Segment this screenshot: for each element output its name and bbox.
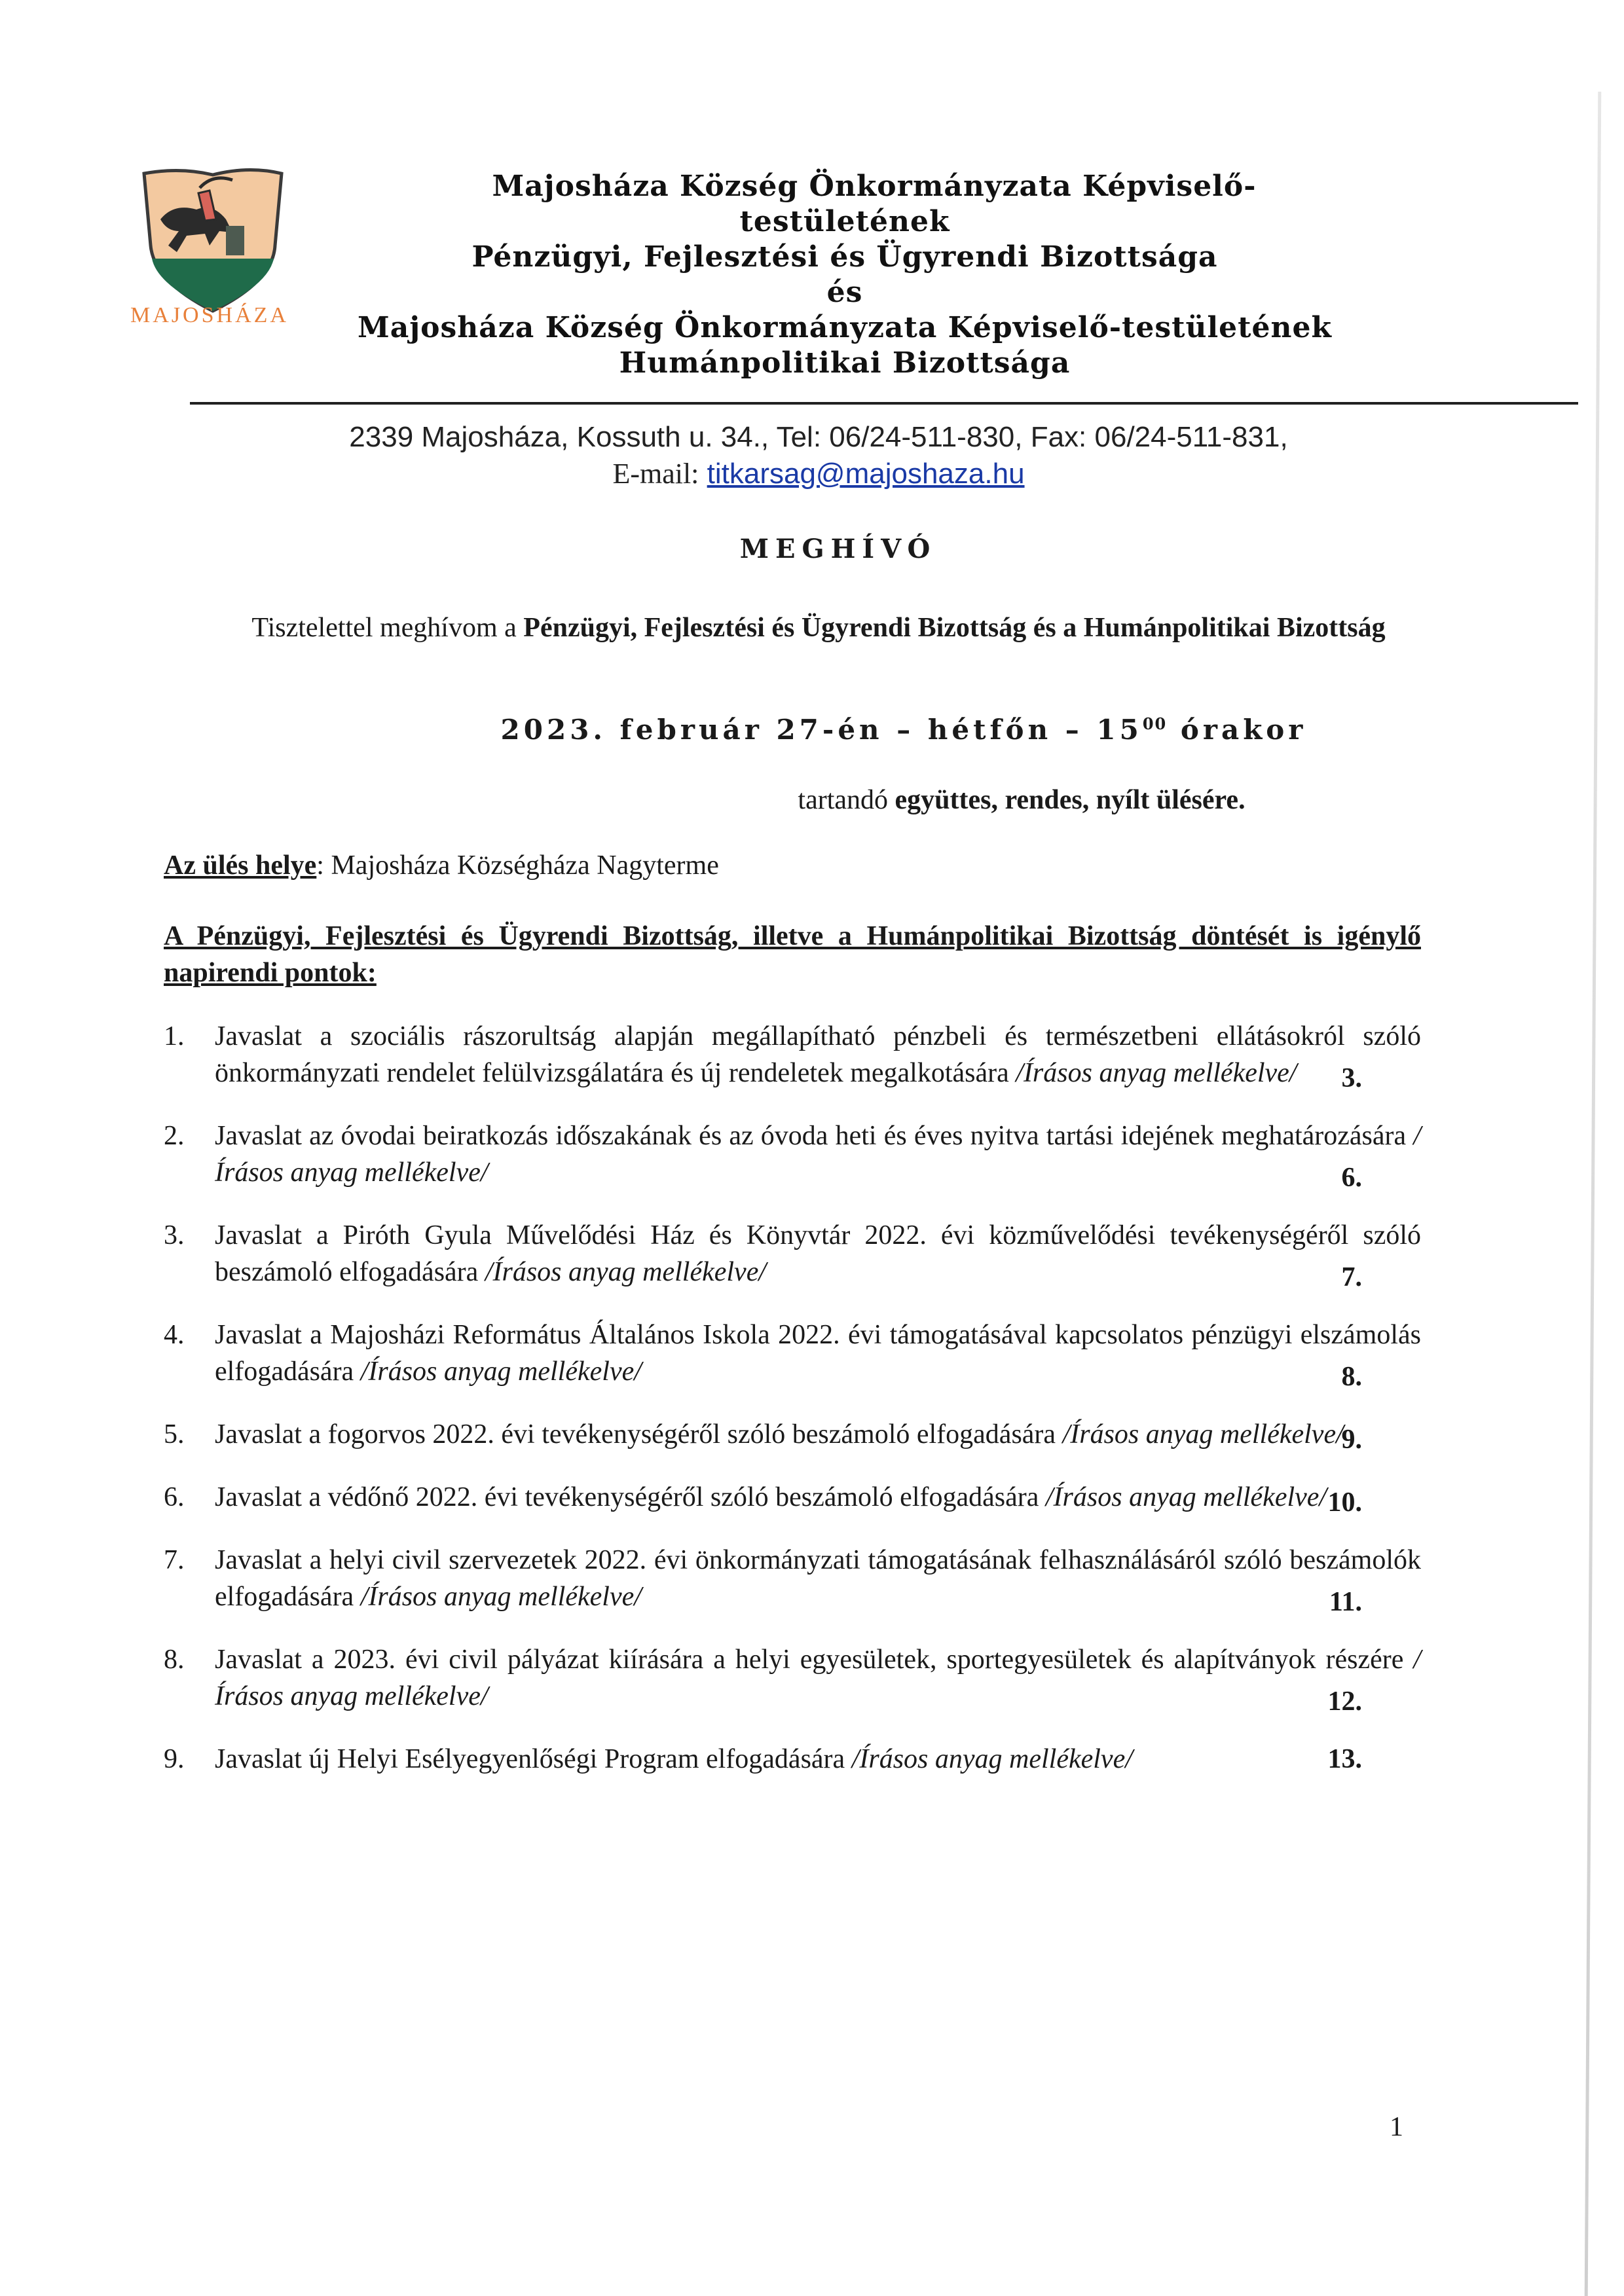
agenda-item-page: 13. xyxy=(1327,1744,1362,1774)
agenda-item-page: 6. xyxy=(1341,1163,1362,1193)
agenda-item xyxy=(164,1118,1421,1191)
agenda-item xyxy=(164,1641,1421,1715)
agenda-item-text: Javaslat a Majosházi Református Általános Iskola 2022. évi támogatásával kapcsolatos pénzügyi elszámolás elfogadására xyxy=(215,1320,1421,1387)
meeting-minutes: 00 xyxy=(1142,714,1168,733)
agenda-item-note: /Írásos anyag mellékelve/ xyxy=(360,1582,642,1612)
agenda-item xyxy=(164,1479,1421,1516)
agenda-item-text: Javaslat a védőnő 2022. évi tevékenységéről szóló beszámoló elfogadására xyxy=(215,1482,1046,1512)
agenda-item-text: Javaslat a szociális rászorultság alapján megállapítható pénzbeli és természetbeni ellátásokról szóló önkormányzati rendelet felülvizsgálatára és új rendeletek megalkotására xyxy=(215,1021,1421,1088)
agenda-item-text: Javaslat a 2023. évi civil pályázat kiírására a helyi egyesületek, sportegyesületek és alapítványok részére xyxy=(215,1645,1414,1675)
agenda-item-page: 9. xyxy=(1341,1425,1362,1455)
meeting-venue xyxy=(164,850,719,881)
agenda-item xyxy=(164,1018,1421,1091)
letterhead xyxy=(288,169,1401,381)
agenda-item-page: 7. xyxy=(1341,1262,1362,1292)
agenda-heading: A Pénzügyi, Fejlesztési és Ügyrendi Bizottság, illetve a Humánpolitikai Bizottság döntését is igénylő napirendi pontok: xyxy=(164,921,1421,988)
invitation-text xyxy=(196,609,1441,647)
contact-info xyxy=(196,419,1441,492)
email-link[interactable]: titkarsag@majoshaza.hu xyxy=(707,458,1025,490)
agenda-item-note: /Írásos anyag mellékelve/ xyxy=(360,1357,642,1387)
agenda-item-page: 8. xyxy=(1341,1362,1362,1392)
agenda-item-page: 12. xyxy=(1327,1686,1362,1717)
page-number: 1 xyxy=(1390,2112,1403,2142)
agenda-item-text: Javaslat az óvodai beiratkozás időszakának és az óvoda heti és éves nyitva tartási idejének meghatározására xyxy=(215,1121,1414,1151)
header-divider xyxy=(190,402,1578,405)
agenda-item-number: 8. xyxy=(164,1645,185,1675)
agenda-item-note: /Írásos anyag mellékelve/ xyxy=(1062,1419,1344,1449)
invitation-prefix: Tisztelettel meghívom a xyxy=(251,613,524,643)
session-description: együttes, rendes, nyílt ülésére. xyxy=(895,785,1246,815)
header-line-5: Majosháza Község Önkormányzata Képviselő-testületének xyxy=(358,311,1332,344)
agenda-item-note: /Írásos anyag mellékelve/ xyxy=(485,1257,766,1287)
agenda-item xyxy=(164,1542,1421,1615)
header-line-6: Humánpolitikai Bizottsága xyxy=(619,346,1071,380)
header-line-2: testületének xyxy=(739,205,950,238)
agenda-item-note: /Írásos anyag mellékelve/ xyxy=(215,1121,1421,1188)
scan-edge-shadow xyxy=(1585,92,1602,2296)
venue-label: Az ülés helye xyxy=(164,850,317,881)
agenda-item-number: 1. xyxy=(164,1021,185,1051)
agenda-item xyxy=(164,1217,1421,1290)
agenda-list xyxy=(164,1018,1421,1804)
agenda-item-text: Javaslat új Helyi Esélyegyenlőségi Program elfogadására xyxy=(215,1744,852,1774)
meeting-datetime xyxy=(0,714,1624,746)
agenda-item-text: Javaslat a fogorvos 2022. évi tevékenységéről szóló beszámoló elfogadására xyxy=(215,1419,1063,1449)
header-line-3: Pénzügyi, Fejlesztési és Ügyrendi Bizottsága xyxy=(471,240,1218,274)
address-line: 2339 Majosháza, Kossuth u. 34., Tel: 06/24-511-830, Fax: 06/24-511-831, xyxy=(349,421,1288,453)
agenda-item-note: /Írásos anyag mellékelve/ xyxy=(1016,1058,1297,1088)
header-line-4: és xyxy=(826,276,863,309)
agenda-item-number: 9. xyxy=(164,1744,185,1774)
agenda-item xyxy=(164,1416,1421,1453)
agenda-item-number: 4. xyxy=(164,1320,185,1350)
agenda-item-page: 11. xyxy=(1329,1587,1362,1617)
document-title: MEGHÍVÓ xyxy=(739,534,937,564)
agenda-item-note: /Írásos anyag mellékelve/ xyxy=(851,1744,1133,1774)
agenda-item-page: 3. xyxy=(1341,1063,1362,1093)
coat-of-arms-logo xyxy=(128,147,298,337)
agenda-item-note: /Írásos anyag mellékelve/ xyxy=(1045,1482,1327,1512)
venue-value: : Majosháza Községháza Nagyterme xyxy=(316,850,719,881)
agenda-item-page: 10. xyxy=(1327,1487,1362,1518)
agenda-item xyxy=(164,1317,1421,1390)
meeting-time-suffix: órakor xyxy=(1167,714,1307,746)
email-label: E-mail: xyxy=(612,458,699,490)
invitation-committees: Pénzügyi, Fejlesztési és Ügyrendi Bizottság és a Humánpolitikai Bizottság xyxy=(523,613,1386,643)
agenda-item-note: /Írásos anyag mellékelve/ xyxy=(215,1645,1421,1711)
agenda-item xyxy=(164,1741,1421,1777)
agenda-item-number: 5. xyxy=(164,1419,185,1449)
logo-caption: MAJOSHÁZA xyxy=(130,303,289,327)
session-type xyxy=(0,784,1624,816)
session-prefix: tartandó xyxy=(798,785,895,815)
header-line-1: Majosháza Község Önkormányzata Képviselő- xyxy=(492,170,1257,203)
agenda-item-number: 7. xyxy=(164,1545,185,1575)
agenda-item-text: Javaslat a helyi civil szervezetek 2022. évi önkormányzati támogatásának felhasználásáról szóló beszámolók elfogadására xyxy=(215,1545,1421,1612)
agenda-item-text: Javaslat a Piróth Gyula Művelődési Ház és Könyvtár 2022. évi közművelődési tevékenységéről szóló beszámoló elfogadására xyxy=(215,1220,1421,1287)
agenda-item-number: 6. xyxy=(164,1482,185,1512)
agenda-item-number: 2. xyxy=(164,1121,185,1151)
agenda-item-number: 3. xyxy=(164,1220,185,1250)
meeting-date: 2023. február 27-én – hétfőn – 15 xyxy=(500,714,1143,746)
